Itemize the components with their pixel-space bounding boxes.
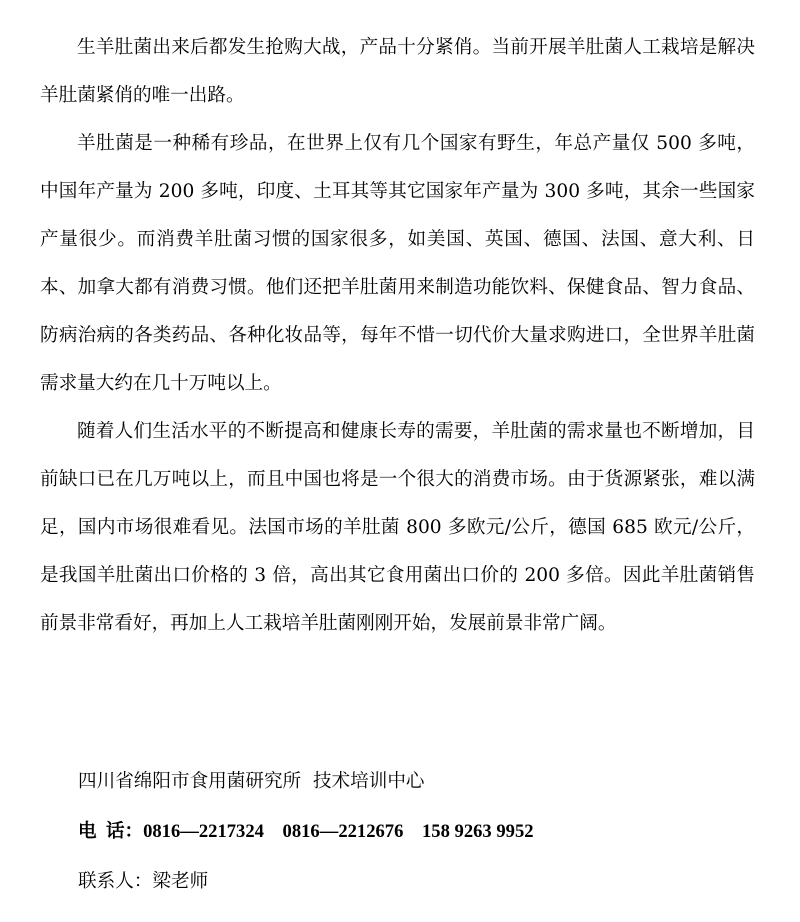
paragraph-market-demand: 生羊肚菌出来后都发生抢购大战，产品十分紧俏。当前开展羊肚菌人工栽培是解决羊肚菌紧俏的唯一出路。 xyxy=(40,37,755,106)
contact-phone: 电 话：0816—2217324 0816—2212676 158 9263 9952 xyxy=(78,821,534,842)
contact-person: 联系人：梁老师 xyxy=(78,871,209,892)
paragraph-world-production: 羊肚菌是一种稀有珍品，在世界上仅有几个国家有野生，年总产量仅 500 多吨，中国年产量为 200 多吨，印度、土耳其等其它国家年产量为 300 多吨，其余一些国家产量很少。而消费羊肚菌习惯的国家很多，如美国、英国、德国、法国、意大利、日本、加拿大都有消费习惯。他们还把羊肚菌用来制造功能饮料、保健食品、智力食品、防病治病的各类药品、各种化妆品等，每年不惜一切代价大量求购进口，全世界羊肚菌需求量大约在几十万吨以上。 xyxy=(40,133,755,394)
paragraph-prices-outlook: 随着人们生活水平的不断提高和健康长寿的需要，羊肚菌的需求量也不断增加，目前缺口已在几万吨以上，而且中国也将是一个很大的消费市场。由于货源紧张，难以满足，国内市场很难看见。法国市场的羊肚菌 800 多欧元/公斤，德国 685 欧元/公斤，是我国羊肚菌出口价格的 3 倍，高出其它食用菌出口价的 200 多倍。因此羊肚菌销售前景非常看好，再加上人工栽培羊肚菌刚刚开始，发展前景非常广阔。 xyxy=(40,421,755,634)
contact-organization: 四川省绵阳市食用菌研究所 技术培训中心 xyxy=(78,771,425,792)
